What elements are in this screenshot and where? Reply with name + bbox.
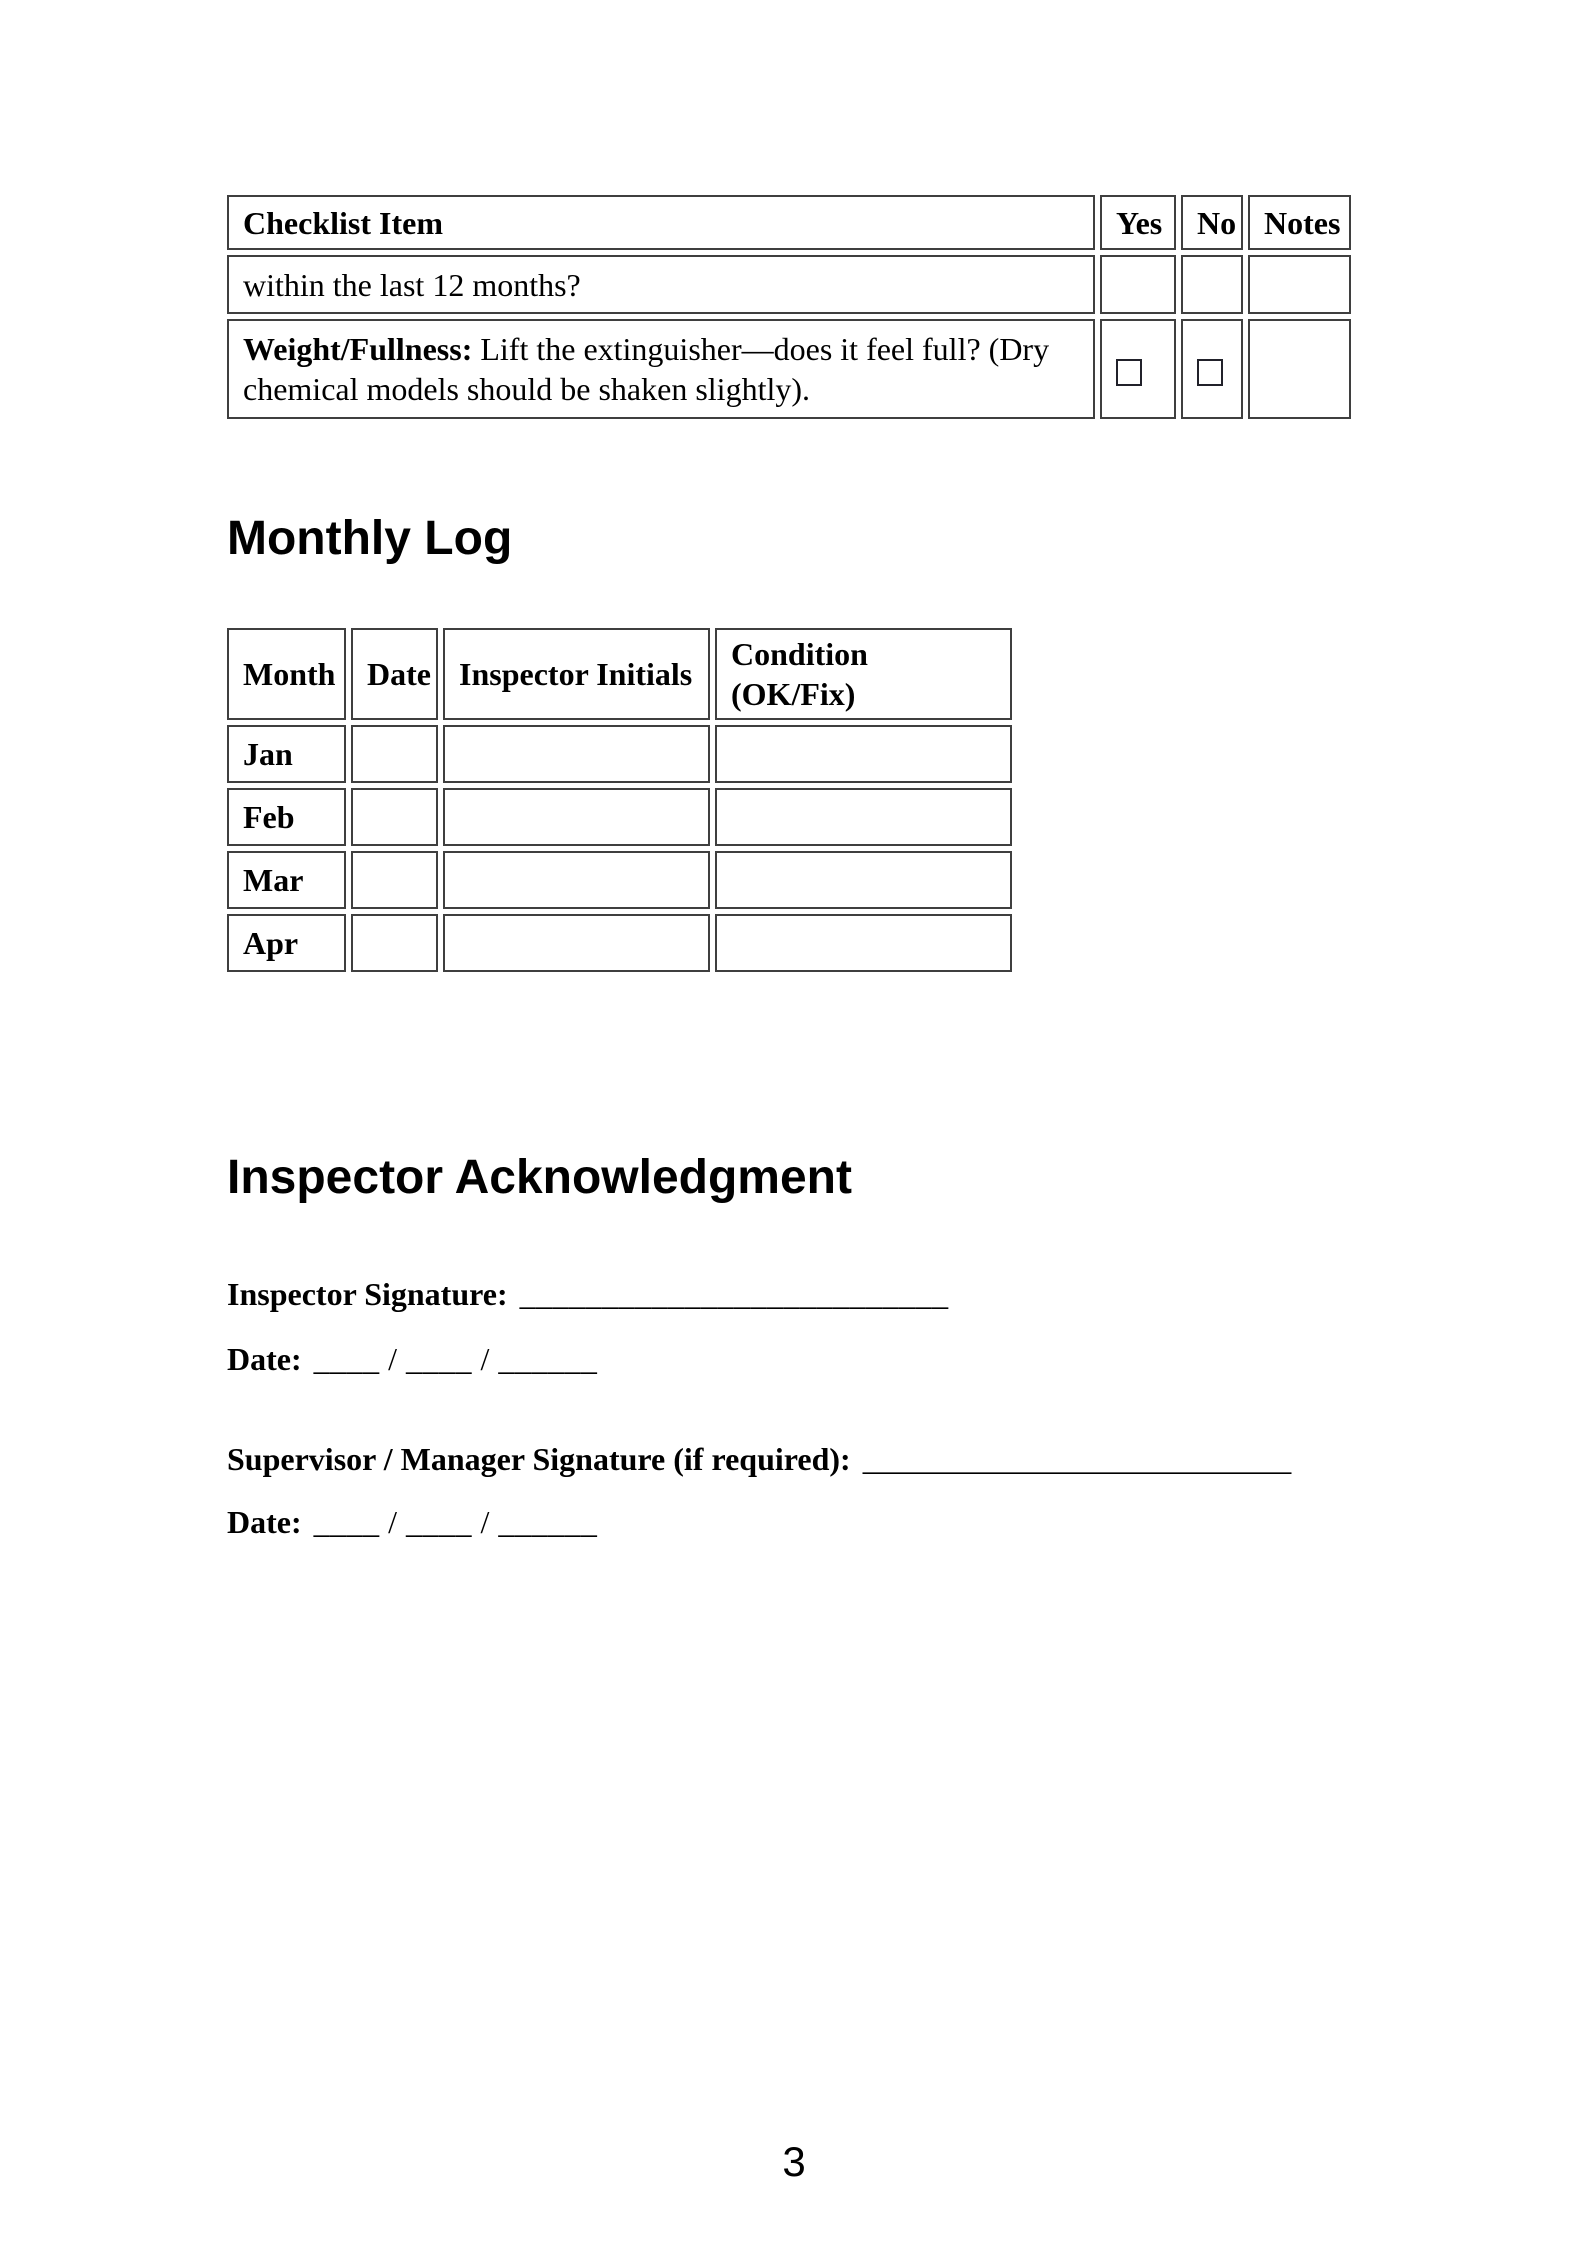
monthly-row-mar — [227, 851, 1012, 909]
item-cell: within the last 12 months? — [227, 255, 1095, 314]
yes-checkbox[interactable] — [1116, 359, 1142, 386]
monthly-log-table — [222, 623, 1017, 977]
date-label: Date: — [227, 1341, 302, 1377]
monthly-row-apr — [227, 914, 1012, 972]
acknowledgment-heading: Inspector Acknowledgment — [227, 1151, 852, 1204]
initials-cell — [443, 914, 710, 972]
header-cell-checklist-item: Checklist Item — [227, 195, 1095, 250]
condition-cell — [715, 851, 1012, 909]
checklist-row-weight-fullness — [227, 319, 1351, 419]
notes-cell — [1248, 319, 1351, 419]
inspector-signature-blank: __________________________ — [519, 1276, 949, 1312]
checklist-row-continuation — [227, 255, 1351, 314]
condition-cell — [715, 725, 1012, 783]
month-cell: Feb — [227, 788, 346, 846]
condition-cell — [715, 914, 1012, 972]
initials-cell — [443, 725, 710, 783]
header-cell-inspector-initials: Inspector Initials — [443, 628, 710, 720]
inspector-date-line — [227, 1343, 597, 1375]
monthly-log-heading: Monthly Log — [227, 512, 513, 565]
yes-cell — [1100, 319, 1176, 419]
supervisor-signature-blank: __________________________ — [862, 1441, 1292, 1477]
condition-cell — [715, 788, 1012, 846]
no-checkbox[interactable] — [1197, 359, 1223, 386]
page-number: 3 — [782, 2138, 806, 2185]
header-cell-yes: Yes — [1100, 195, 1176, 250]
checklist-header-row — [227, 195, 1351, 250]
header-cell-month: Month — [227, 628, 346, 720]
no-cell — [1181, 255, 1243, 314]
initials-cell — [443, 788, 710, 846]
month-cell: Mar — [227, 851, 346, 909]
date-cell — [351, 851, 438, 909]
date-label: Date: — [227, 1504, 302, 1540]
monthly-row-feb — [227, 788, 1012, 846]
item-title: Weight/Fullness: — [243, 331, 473, 367]
supervisor-date-line — [227, 1506, 597, 1538]
header-cell-notes: Notes — [1248, 195, 1351, 250]
date-cell — [351, 725, 438, 783]
date-cell — [351, 788, 438, 846]
initials-cell — [443, 851, 710, 909]
inspector-signature-line — [227, 1278, 949, 1310]
notes-cell — [1248, 255, 1351, 314]
no-cell — [1181, 319, 1243, 419]
month-cell: Apr — [227, 914, 346, 972]
date-cell — [351, 914, 438, 972]
header-cell-date: Date — [351, 628, 438, 720]
checklist-table — [222, 190, 1356, 424]
item-text-line2: chemical models should be shaken slightly). — [243, 371, 810, 407]
monthly-row-jan — [227, 725, 1012, 783]
yes-cell — [1100, 255, 1176, 314]
supervisor-signature-line — [227, 1443, 1292, 1475]
monthly-header-row — [227, 628, 1012, 720]
supervisor-signature-label: Supervisor / Manager Signature (if required): — [227, 1441, 851, 1477]
item-cell — [227, 319, 1095, 419]
date-blank: ____ / ____ / ______ — [313, 1504, 598, 1540]
date-blank: ____ / ____ / ______ — [313, 1341, 598, 1377]
header-cell-condition: Condition (OK/Fix) — [715, 628, 1012, 720]
month-cell: Jan — [227, 725, 346, 783]
inspector-signature-label: Inspector Signature: — [227, 1276, 508, 1312]
item-text-line1: Lift the extinguisher—does it feel full? (Dry — [472, 331, 1050, 367]
header-cell-no: No — [1181, 195, 1243, 250]
